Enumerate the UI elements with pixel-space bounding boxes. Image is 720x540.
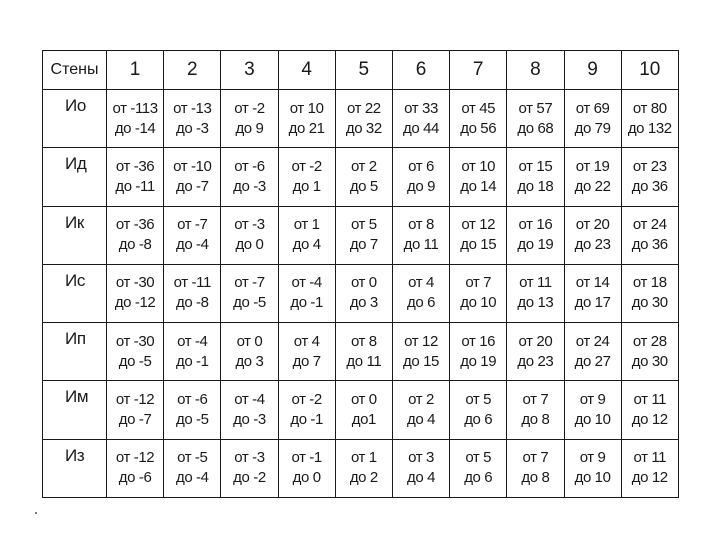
table-row [43, 439, 679, 497]
range-to: до -2 [233, 469, 266, 487]
range-cell [278, 439, 335, 497]
range-from: от 15 [518, 157, 553, 175]
range-from: от 33 [404, 99, 438, 117]
range-from: от -11 [173, 274, 211, 292]
range-to: до 13 [517, 294, 554, 312]
range-cell [450, 90, 507, 148]
range-cell [392, 90, 449, 148]
range-cell [164, 90, 221, 148]
range-to: до 2 [349, 469, 378, 487]
range-cell [164, 148, 221, 206]
range-cell [450, 323, 507, 381]
range-from: от 19 [575, 157, 610, 175]
range-cell [335, 439, 392, 497]
range-to: до 6 [464, 469, 493, 487]
range-from: от 16 [518, 216, 553, 234]
range-to: до 9 [407, 177, 436, 195]
range-to: до 36 [631, 177, 668, 195]
range-to: до 17 [574, 294, 611, 312]
range-from: от -36 [115, 216, 155, 234]
table-row [43, 206, 679, 264]
range-cell [392, 439, 449, 497]
row-label: Ик [43, 206, 107, 264]
range-to: до 1 [292, 177, 321, 195]
range-from: от -12 [115, 449, 155, 467]
range-to: до -4 [175, 236, 209, 254]
column-header: 3 [221, 51, 278, 90]
range-cell [164, 381, 221, 439]
range-cell [107, 148, 164, 206]
range-cell [107, 439, 164, 497]
range-from: от 20 [575, 216, 610, 234]
range-cell [278, 264, 335, 322]
range-from: от -30 [115, 274, 155, 292]
range-to: до 5 [349, 177, 378, 195]
range-cell [107, 323, 164, 381]
range-from: от 5 [350, 216, 377, 234]
table-row [43, 90, 679, 148]
range-cell [221, 439, 278, 497]
range-from: от -2 [234, 99, 265, 117]
range-cell [221, 90, 278, 148]
range-cell [507, 206, 564, 264]
range-cell [335, 323, 392, 381]
range-to: до 0 [292, 469, 321, 487]
range-to: до 10 [574, 469, 611, 487]
range-from: от 18 [632, 274, 667, 292]
range-to: до -11 [115, 177, 155, 195]
range-to: до -5 [175, 411, 209, 429]
range-cell [621, 90, 678, 148]
row-label: Из [43, 439, 107, 497]
range-from: от -36 [115, 157, 155, 175]
table-row [43, 323, 679, 381]
range-to: до 11 [403, 236, 439, 254]
range-cell [164, 323, 221, 381]
range-cell [335, 90, 392, 148]
range-from: от 5 [465, 391, 492, 409]
range-to: до 9 [235, 119, 264, 137]
range-from: от 0 [350, 274, 377, 292]
range-cell [450, 381, 507, 439]
range-to: до -1 [175, 352, 209, 370]
range-from: от 14 [575, 274, 610, 292]
range-to: до -3 [233, 411, 266, 429]
range-to: до -1 [290, 294, 323, 312]
range-to: до 3 [235, 352, 264, 370]
range-cell [507, 323, 564, 381]
range-to: до 8 [521, 469, 550, 487]
range-from: от 1 [350, 449, 377, 467]
scan-speck [35, 512, 37, 514]
range-from: от 80 [632, 99, 667, 117]
range-cell [507, 381, 564, 439]
table-row [43, 264, 679, 322]
range-to: до 30 [631, 352, 668, 370]
range-cell [164, 439, 221, 497]
range-from: от -5 [177, 449, 208, 467]
range-from: от -2 [291, 391, 322, 409]
range-cell [507, 439, 564, 497]
walls-table-container [42, 50, 678, 498]
table-body [43, 90, 679, 498]
range-to: до -4 [175, 469, 209, 487]
corner-header-walls: Стены [43, 51, 107, 90]
range-from: от 3 [408, 449, 434, 467]
range-from: от 57 [518, 99, 553, 117]
range-from: от 5 [465, 449, 492, 467]
range-to: до -14 [114, 119, 156, 137]
range-to: до 23 [517, 352, 554, 370]
column-header: 9 [564, 51, 621, 90]
range-from: от -3 [234, 216, 265, 234]
range-from: от 6 [408, 157, 434, 175]
range-cell [621, 148, 678, 206]
range-cell [335, 148, 392, 206]
range-cell [507, 90, 564, 148]
range-to: до 7 [292, 352, 321, 370]
range-cell [564, 381, 621, 439]
range-from: от -7 [177, 216, 208, 234]
range-from: от -113 [112, 99, 158, 117]
range-to: до 23 [574, 236, 611, 254]
range-to: до -6 [118, 469, 152, 487]
range-from: от 9 [579, 391, 606, 409]
range-from: от -6 [234, 157, 265, 175]
range-from: от 22 [346, 99, 381, 117]
range-from: от 28 [632, 332, 667, 350]
range-from: от 7 [522, 391, 549, 409]
range-from: от -12 [115, 391, 155, 409]
column-header: 10 [621, 51, 678, 90]
range-from: от 11 [633, 391, 667, 409]
range-cell [450, 439, 507, 497]
range-from: от 2 [350, 157, 377, 175]
range-from: от -30 [115, 332, 155, 350]
range-from: от 2 [408, 391, 434, 409]
walls-score-table [42, 50, 679, 498]
range-cell [564, 206, 621, 264]
range-cell [164, 206, 221, 264]
range-to: до 27 [574, 352, 611, 370]
range-from: от -1 [291, 449, 322, 467]
range-cell [221, 206, 278, 264]
range-to: до 56 [460, 119, 497, 137]
range-to: до 0 [235, 236, 264, 254]
range-to: до 6 [464, 411, 493, 429]
range-cell [278, 90, 335, 148]
range-to: до 10 [460, 294, 497, 312]
column-header: 6 [392, 51, 449, 90]
range-from: от 20 [518, 332, 553, 350]
range-to: до 10 [574, 411, 611, 429]
range-to: до 12 [631, 469, 668, 487]
range-to: до 79 [574, 119, 611, 137]
range-from: от -13 [173, 99, 212, 117]
range-to: до 30 [631, 294, 668, 312]
range-to: до -12 [114, 294, 156, 312]
range-from: от -10 [173, 157, 212, 175]
range-cell [278, 206, 335, 264]
column-header: 5 [335, 51, 392, 90]
range-to: до 132 [627, 119, 672, 137]
row-label: Ио [43, 90, 107, 148]
range-cell [392, 264, 449, 322]
range-cell [621, 381, 678, 439]
range-to: до 15 [460, 236, 497, 254]
range-to: до 3 [349, 294, 378, 312]
range-to: до 4 [407, 411, 436, 429]
range-to: до -5 [118, 352, 152, 370]
row-label: Ис [43, 264, 107, 322]
range-to: до -7 [175, 177, 209, 195]
range-cell [392, 323, 449, 381]
range-cell [507, 264, 564, 322]
range-from: от 0 [350, 391, 377, 409]
row-label: Им [43, 381, 107, 439]
range-to: до 11 [346, 352, 382, 370]
range-from: от 8 [408, 216, 434, 234]
range-cell [164, 264, 221, 322]
range-cell [564, 439, 621, 497]
range-from: от 4 [408, 274, 434, 292]
range-from: от 10 [289, 99, 324, 117]
range-to: до -5 [233, 294, 266, 312]
range-cell [278, 148, 335, 206]
range-from: от 23 [632, 157, 667, 175]
range-cell [450, 264, 507, 322]
range-from: от 24 [632, 216, 667, 234]
range-to: до -3 [233, 177, 266, 195]
range-cell [278, 323, 335, 381]
range-from: от 24 [575, 332, 610, 350]
range-from: от -3 [234, 449, 265, 467]
range-to: до 6 [407, 294, 436, 312]
range-cell [221, 148, 278, 206]
range-cell [621, 323, 678, 381]
range-cell [564, 264, 621, 322]
range-cell [564, 90, 621, 148]
range-cell [278, 381, 335, 439]
range-to: до -8 [118, 236, 152, 254]
range-to: до 18 [517, 177, 554, 195]
range-from: от 12 [404, 332, 438, 350]
range-to: до 44 [403, 119, 439, 137]
range-from: от 45 [461, 99, 496, 117]
range-from: от -7 [234, 274, 265, 292]
range-cell [621, 264, 678, 322]
range-to: до 21 [288, 119, 325, 137]
range-cell [621, 206, 678, 264]
range-from: от 12 [461, 216, 496, 234]
range-cell [392, 148, 449, 206]
range-cell [221, 381, 278, 439]
range-to: до -1 [290, 411, 323, 429]
range-cell [107, 381, 164, 439]
range-from: от 9 [579, 449, 606, 467]
range-from: от 7 [522, 449, 549, 467]
column-header: 7 [450, 51, 507, 90]
range-to: до 4 [407, 469, 436, 487]
range-to: до 12 [631, 411, 668, 429]
range-from: от 11 [519, 274, 552, 292]
range-cell [107, 206, 164, 264]
range-from: от -4 [177, 332, 208, 350]
range-from: от 8 [350, 332, 377, 350]
range-cell [107, 90, 164, 148]
range-cell [392, 381, 449, 439]
range-from: от 69 [575, 99, 610, 117]
range-cell [450, 206, 507, 264]
range-cell [564, 323, 621, 381]
column-header: 8 [507, 51, 564, 90]
range-to: до 14 [460, 177, 497, 195]
range-from: от 7 [465, 274, 492, 292]
range-to: до 4 [292, 236, 321, 254]
range-from: от 4 [293, 332, 320, 350]
range-cell [335, 206, 392, 264]
range-to: до 7 [349, 236, 378, 254]
range-from: от 16 [461, 332, 496, 350]
range-to: до 15 [403, 352, 439, 370]
range-from: от -4 [234, 391, 265, 409]
range-cell [564, 148, 621, 206]
range-from: от -2 [291, 157, 322, 175]
range-cell [335, 381, 392, 439]
range-cell [621, 439, 678, 497]
range-to: до -7 [118, 411, 152, 429]
range-to: до 19 [517, 236, 554, 254]
range-to: до1 [351, 411, 376, 429]
range-to: до 32 [345, 119, 382, 137]
range-to: до 22 [574, 177, 611, 195]
table-row [43, 148, 679, 206]
range-from: от 1 [293, 216, 320, 234]
range-from: от 10 [461, 157, 496, 175]
range-cell [450, 148, 507, 206]
range-from: от -4 [291, 274, 322, 292]
header-row [43, 51, 679, 90]
table-row [43, 381, 679, 439]
range-cell [335, 264, 392, 322]
column-header: 4 [278, 51, 335, 90]
range-cell [221, 323, 278, 381]
column-header: 2 [164, 51, 221, 90]
range-from: от 0 [236, 332, 263, 350]
range-cell [507, 148, 564, 206]
range-cell [107, 264, 164, 322]
row-label: Ип [43, 323, 107, 381]
range-to: до 19 [460, 352, 497, 370]
range-to: до -3 [175, 119, 209, 137]
row-label: Ид [43, 148, 107, 206]
range-to: до -8 [175, 294, 209, 312]
column-header: 1 [107, 51, 164, 90]
range-to: до 68 [517, 119, 554, 137]
range-to: до 8 [521, 411, 550, 429]
range-from: от -6 [177, 391, 208, 409]
range-cell [221, 264, 278, 322]
range-to: до 36 [631, 236, 668, 254]
range-from: от 11 [633, 449, 667, 467]
range-cell [392, 206, 449, 264]
